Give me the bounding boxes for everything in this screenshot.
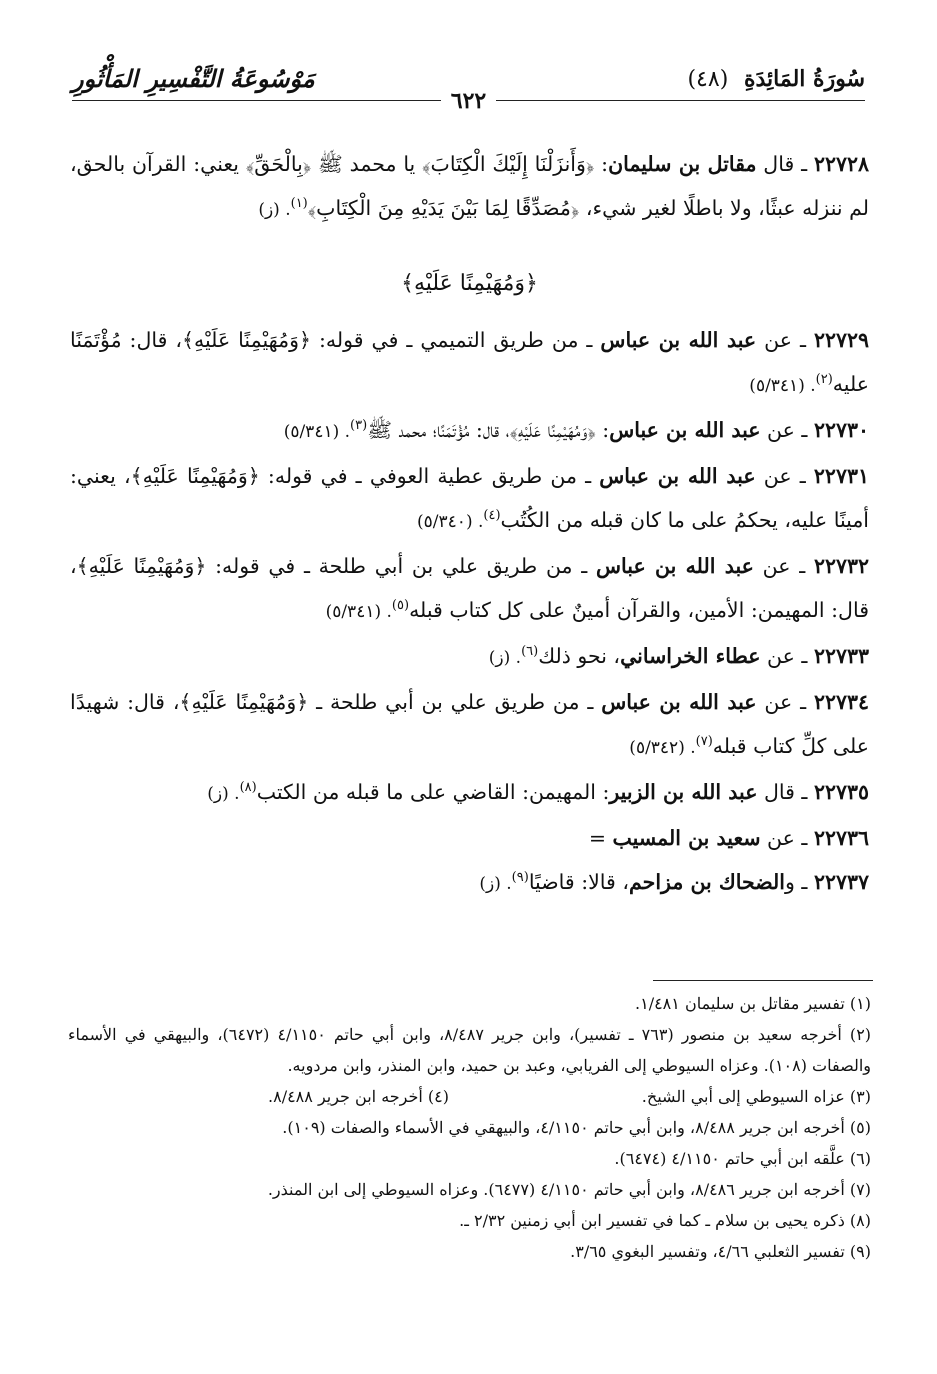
entry-number: ٢٢٧٣٦: [813, 826, 869, 850]
footnote-marker: (٣): [350, 418, 368, 434]
entry-intro: ـ عن: [755, 464, 814, 488]
entry-reference: . (٥/٣٤٠): [417, 512, 484, 532]
page-number-wrap: [0, 88, 937, 114]
entry-22728: [70, 142, 869, 232]
entry-number: ٢٢٧٣٧: [813, 870, 869, 894]
entry-reference: . (ز): [488, 648, 522, 668]
narrator-name: عبد الله بن عباس: [595, 554, 754, 578]
narrator-name: عبد الله بن عباس: [599, 464, 756, 488]
entry-22732: [70, 544, 869, 634]
footnote-4: (٤) أخرجه ابن جرير ٨/٤٨٨.: [268, 1087, 449, 1106]
entry-intro: ـ عن: [760, 418, 814, 442]
entry-text: ، قالا: قاضيًا: [528, 870, 629, 894]
entry-number: ٢٢٧٢٨: [813, 152, 870, 176]
entry-number: ٢٢٧٣٥: [813, 780, 869, 804]
entry-22733: [70, 634, 869, 680]
entry-text: ـ من طريق التميمي ـ في قوله: ﴿وَمُهَيْمِنًا عَلَيْهِ﴾، قال: مُؤْتَمَنًا عليه: [70, 328, 869, 396]
entry-number: ٢٢٧٣٤: [813, 690, 869, 714]
narrator-name: سعيد بن المسيب: [612, 826, 761, 850]
footnote-8: (٨) ذكره يحيى بن سلام ـ كما في تفسير ابن أبي زمنين ٢/٣٢ ـ.: [459, 1211, 871, 1230]
entry-number: ٢٢٧٣٠: [813, 418, 869, 442]
section-heading: ﴿وَمُهَيْمِنًا عَلَيْهِ﴾: [401, 271, 538, 296]
footnote-marker: (٦): [521, 644, 539, 660]
entry-text: =: [588, 826, 613, 850]
footnote-6: (٦) علَّقه ابن أبي حاتم ٤/١١٥٠ (٦٤٧٤).: [614, 1149, 871, 1168]
entry-intro: ـ عن: [756, 690, 814, 714]
entry-number: ٢٢٧٣١: [813, 464, 869, 488]
surah-number: (٤٨): [687, 67, 729, 92]
narrator-name: عبد الله بن عباس: [601, 690, 757, 714]
surah-title: سُورَةُ المَائِدَةِ: [743, 66, 865, 92]
entry-text: : ﴿وَمُهَيْمِنًا عَلَيْهِ﴾، قال: مُؤْتَمَنًا؛ محمد ﷺ: [367, 418, 610, 442]
entry-text: : المهيمن: القاضي على ما قبله من الكتب: [256, 780, 610, 804]
entry-reference: . (ز): [207, 784, 240, 804]
entry-reference: . (٥/٣٤١): [749, 376, 816, 396]
footnote-2: (٢) أخرجه سعيد بن منصور (٧٦٣ ـ تفسير)، وابن جرير ٨/٤٨٧، وابن أبي حاتم ٤/١١٥٠ (٦٤٧٢)، والبيهقي في الأسماء والصفات (١٠٨). وعزاه السيوطي إلى الفريابي، وعبد بن حميد، وابن المنذر، وابن مردويه.: [68, 1025, 872, 1075]
entry-text: ـ من طريق علي بن أبي طلحة ـ ﴿وَمُهَيْمِنًا عَلَيْهِ﴾، قال: شهيدًا على كلِّ كتاب قبله: [70, 690, 869, 758]
entry-22735: [70, 770, 869, 816]
entry-intro: ـ قال: [757, 780, 814, 804]
entry-number: ٢٢٧٣٢: [813, 554, 869, 578]
footnote-marker: (١): [290, 196, 308, 212]
footnote-1: (١) تفسير مقاتل بن سليمان ١/٤٨١.: [635, 994, 871, 1013]
entry-22729: [70, 318, 869, 408]
entry-intro: ـ عن: [760, 826, 814, 850]
entry-reference: . (٥/٣٤١): [283, 422, 351, 442]
entry-reference: . (٥/٣٤٢): [629, 738, 696, 758]
entry-intro: ـ قال: [756, 152, 814, 176]
entry-text: ، نحو ذلك: [538, 644, 621, 668]
entry-22734: [70, 680, 869, 770]
narrator-name: الضحاك بن مزاحم: [629, 870, 785, 894]
footnote-9: (٩) تفسير الثعلبي ٤/٦٦، وتفسير البغوي ٣/٦٥.: [570, 1242, 871, 1261]
entry-22736: [70, 816, 869, 860]
page-number: ٦٢٢: [441, 88, 496, 114]
narrator-name: عبد الله بن الزبير: [609, 780, 758, 804]
main-text: [70, 142, 869, 906]
entry-text: ـ من طريق علي بن أبي طلحة ـ في قوله: ﴿وَمُهَيْمِنًا عَلَيْهِ﴾، قال: المهيمن: الأمين، والقرآن أمينٌ على كل كتاب قبله: [70, 554, 869, 622]
footnote-rule: [653, 980, 873, 981]
narrator-name: عبد الله بن عباس: [609, 418, 761, 442]
entry-22737: [70, 860, 869, 906]
footnote-marker: (٥): [391, 598, 410, 614]
footnote-5: (٥) أخرجه ابن جرير ٨/٤٨٨، وابن أبي حاتم ٤/١١٥٠، والبيهقي في الأسماء والصفات (١٠٩).: [282, 1118, 871, 1137]
book-title: مَوْسُوعَةُ التَّفْسِيرِ المَأْثُورِ: [72, 64, 315, 93]
entry-reference: . (٥/٣٤١): [325, 602, 392, 622]
entry-number: ٢٢٧٢٩: [813, 328, 869, 352]
entry-reference: . (ز): [479, 874, 512, 894]
entry-22730: [70, 408, 869, 454]
footnote-marker: (٧): [695, 734, 713, 750]
footnote-marker: (٩): [511, 870, 529, 886]
entry-intro: ـ و: [784, 870, 814, 894]
entry-22731: [70, 454, 869, 544]
footnote-marker: (٨): [239, 780, 257, 796]
entry-text: : ﴿وَأَنزَلْنَا إِلَيْكَ الْكِتَابَ﴾ يا محمد ﷺ ﴿بِالْحَقِّ﴾ يعني: القرآن بالحق، لم ننزله عبثًا، ولا باطلًا لغير شيء، ﴿مُصَدِّقًا لِمَا بَيْنَ يَدَيْهِ مِنَ الْكِتَابِ﴾: [70, 152, 869, 220]
entry-text: ـ من طريق عطية العوفي ـ في قوله: ﴿وَمُهَيْمِنًا عَلَيْهِ﴾، يعني: أمينًا عليه، يحكمُ على ما كان قبله من الكُتُب: [70, 464, 869, 532]
narrator-name: عطاء الخراساني: [620, 644, 761, 668]
footnote-3: (٣) عزاه السيوطي إلى أبي الشيخ.: [641, 1087, 871, 1106]
entry-number: ٢٢٧٣٣: [813, 644, 869, 668]
entry-reference: . (ز): [258, 200, 291, 220]
narrator-name: عبد الله بن عباس: [600, 328, 757, 352]
entry-intro: ـ عن: [753, 554, 814, 578]
footnote-marker: (٢): [815, 372, 833, 388]
entry-intro: ـ عن: [760, 644, 814, 668]
footnote-row-3-4: [68, 1081, 871, 1112]
entry-intro: ـ عن: [756, 328, 814, 352]
footnotes: [68, 988, 871, 1267]
narrator-name: مقاتل بن سليمان: [608, 152, 757, 176]
footnote-7: (٧) أخرجه ابن جرير ٨/٤٨٦، وابن أبي حاتم ٤/١١٥٠ (٦٤٧٧). وعزاه السيوطي إلى ابن المنذر.: [267, 1180, 871, 1199]
footnote-marker: (٤): [483, 508, 501, 524]
